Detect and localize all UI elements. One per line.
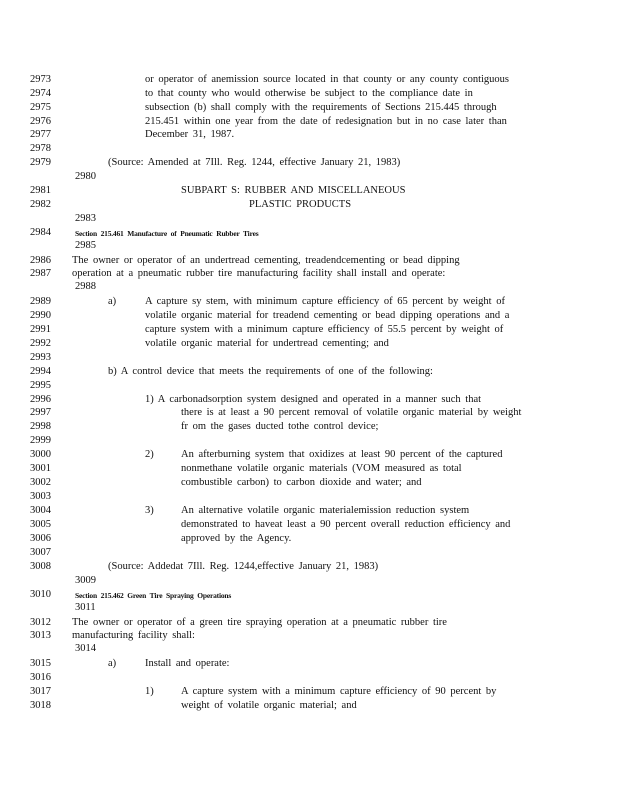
- line-number: 3013: [30, 630, 51, 641]
- line-text: combustible carbon) to carbon dioxide and water; and: [181, 477, 422, 488]
- line-number: 2991: [30, 324, 51, 335]
- line-text: An alternative volatile organic materialemission reduction system: [181, 505, 470, 516]
- line-text: approved by the Agency.: [181, 533, 292, 544]
- line-text: A capture sy stem, with minimum capture efficiency of 65 percent by weight of: [145, 296, 505, 307]
- line-text: nonmethane volatile organic materials (VOM measured as total: [181, 463, 462, 474]
- line-number: 2987: [30, 268, 51, 279]
- line-number: 2985: [75, 240, 96, 251]
- list-marker: 3): [145, 505, 154, 516]
- line-number: 3007: [30, 547, 51, 558]
- subpart-heading: SUBPART S: RUBBER AND MISCELLANEOUS: [181, 185, 406, 196]
- line-number: 3001: [30, 463, 51, 474]
- list-marker: a): [108, 658, 117, 669]
- line-number: 2997: [30, 407, 51, 418]
- line-number: 3011: [75, 602, 96, 613]
- line-number: 2998: [30, 421, 51, 432]
- line-number: 3017: [30, 686, 51, 697]
- line-text: volatile organic material for undertread cementing; and: [145, 338, 389, 349]
- line-text: capture system with a minimum capture efficiency of 55.5 percent by weight of: [145, 324, 504, 335]
- line-number: 2986: [30, 255, 51, 266]
- line-number: 2993: [30, 352, 51, 363]
- list-marker: a): [108, 296, 117, 307]
- line-number: 2994: [30, 366, 51, 377]
- line-number: 3015: [30, 658, 51, 669]
- line-number: 2974: [30, 88, 51, 99]
- subpart-heading-continued: PLASTIC PRODUCTS: [249, 199, 352, 210]
- line-text: 1) A carbonadsorption system designed and operated in a manner such that: [145, 394, 482, 405]
- line-text: December 31, 1987.: [145, 129, 235, 140]
- line-text: to that county who would otherwise be subject to the compliance date in: [145, 88, 473, 99]
- line-number: 3008: [30, 561, 51, 572]
- line-number: 3014: [75, 643, 96, 654]
- list-marker: 1): [145, 686, 154, 697]
- line-number: 2989: [30, 296, 51, 307]
- line-number: 2988: [75, 281, 96, 292]
- line-number: 2975: [30, 102, 51, 113]
- line-text: fr om the gases ducted tothe control device;: [181, 421, 379, 432]
- line-number: 2992: [30, 338, 51, 349]
- line-text: Install and operate:: [145, 658, 230, 669]
- line-text: demonstrated to haveat least a 90 percent overall reduction efficiency and: [181, 519, 511, 530]
- list-marker: 2): [145, 449, 154, 460]
- line-number: 3006: [30, 533, 51, 544]
- line-text: b) A control device that meets the requirements of one of the following:: [108, 366, 433, 377]
- line-number: 2995: [30, 380, 51, 391]
- line-text: there is at least a 90 percent removal of volatile organic material by weight: [181, 407, 522, 418]
- line-text: subsection (b) shall comply with the requirements of Sections 215.445 through: [145, 102, 497, 113]
- line-text: A capture system with a minimum capture efficiency of 90 percent by: [181, 686, 497, 697]
- line-number: 2983: [75, 213, 96, 224]
- line-number: 2976: [30, 116, 51, 127]
- line-number: 3016: [30, 672, 51, 683]
- line-text: or operator of anemission source located in that county or any county contiguous: [145, 74, 509, 85]
- line-text: volatile organic material for treadend cementing or bead dipping operations and a: [145, 310, 510, 321]
- source-note: (Source: Amended at 7Ill. Reg. 1244, effective January 21, 1983): [108, 157, 401, 168]
- line-number: 2982: [30, 199, 51, 210]
- line-number: 3012: [30, 617, 51, 628]
- line-number: 2984: [30, 227, 51, 238]
- line-number: 3010: [30, 589, 51, 600]
- line-number: 2979: [30, 157, 51, 168]
- line-number: 2977: [30, 129, 51, 140]
- line-number: 3000: [30, 449, 51, 460]
- line-number: 2980: [75, 171, 96, 182]
- line-number: 3018: [30, 700, 51, 711]
- line-number: 2996: [30, 394, 51, 405]
- line-number: 2999: [30, 435, 51, 446]
- line-text: operation at a pneumatic rubber tire manufacturing facility shall install and operate:: [72, 268, 446, 279]
- line-number: 3003: [30, 491, 51, 502]
- line-number: 3004: [30, 505, 51, 516]
- section-heading: Section 215.461 Manufacture of Pneumatic Rubber Tires: [75, 229, 259, 238]
- line-number: 2978: [30, 143, 51, 154]
- line-text: manufacturing facility shall:: [72, 630, 195, 641]
- line-text: The owner or operator of a green tire spraying operation at a pneumatic rubber tire: [72, 617, 447, 628]
- line-number: 2973: [30, 74, 51, 85]
- line-number: 3002: [30, 477, 51, 488]
- line-text: weight of volatile organic material; and: [181, 700, 357, 711]
- line-number: 3009: [75, 575, 96, 586]
- source-note: (Source: Addedat 7Ill. Reg. 1244,effective January 21, 1983): [108, 561, 379, 572]
- line-number: 2990: [30, 310, 51, 321]
- line-text: The owner or operator of an undertread cementing, treadendcementing or bead dipping: [72, 255, 460, 266]
- line-text: 215.451 within one year from the date of redesignation but in no case later than: [145, 116, 507, 127]
- section-heading: Section 215.462 Green Tire Spraying Operations: [75, 591, 232, 600]
- line-number: 2981: [30, 185, 51, 196]
- line-text: An afterburning system that oxidizes at least 90 percent of the captured: [181, 449, 503, 460]
- line-number: 3005: [30, 519, 51, 530]
